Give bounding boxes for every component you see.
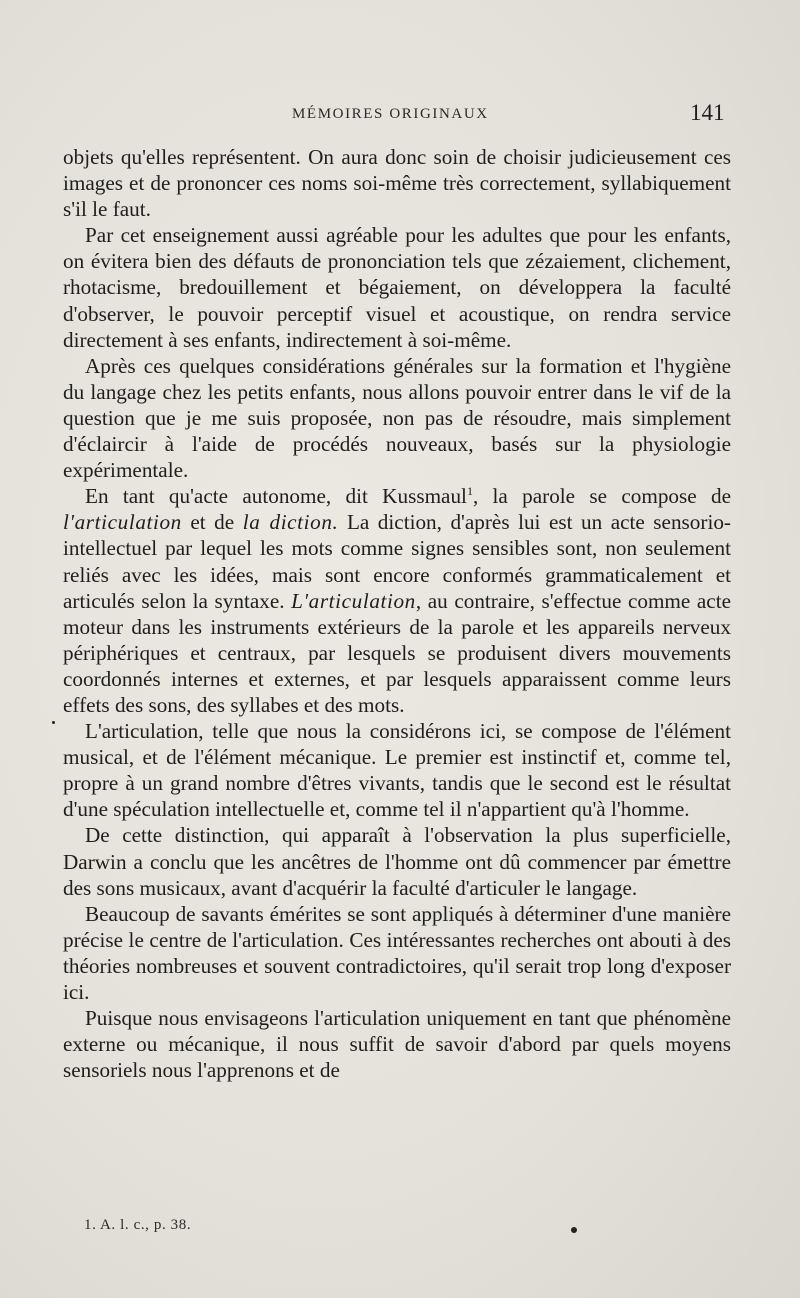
footnote: 1. A. l. c., p. 38.: [84, 1217, 192, 1233]
text-run: et de: [181, 510, 243, 535]
text-run: La diction, d'après lui est un acte sensorio-intellectuel par lequel les mots comme signes sensibles sont, non seulement reliés avec les idées, mais sont encore conformés grammaticalement et articulés selon la syntaxe.: [63, 510, 731, 613]
paragraph: L'articulation, telle que nous la considérons ici, se compose de l'élément musical, et de l'élément mécanique. Le premier est instinctif et, comme tel, propre à un grand nombre d'êtres vivants, tandis que le second est le résultat d'une spéculation intellectuelle et, comme tel il n'appartient qu'à l'homme.: [63, 719, 731, 822]
text-run: En tant qu'acte autonome, dit Kussmaul: [85, 484, 467, 509]
paragraph: De cette distinction, qui apparaît à l'observation la plus superficielle, Darwin a conclu que les ancêtres de l'homme ont dû commencer par émettre des sons musicaux, avant d'acquérir la faculté d'articuler le langage.: [63, 823, 731, 900]
paragraph: Après ces quelques considérations générales sur la formation et l'hygiène du langage chez les petits enfants, nous allons pouvoir entrer dans le vif de la question que je me suis proposée, non pas de résoudre, mais simplement d'éclaircir à l'aide de procédés nouveaux, basés sur la physiologie expérimentale.: [63, 353, 731, 483]
running-title: MÉMOIRES ORIGINAUX: [292, 106, 489, 122]
paragraph: Puisque nous envisageons l'articulation uniquement en tant que phénomène externe ou mécanique, il nous suffit de savoir d'abord par quels moyens sensoriels nous l'apprenons et de: [63, 1006, 731, 1083]
paragraph: Par cet enseignement aussi agréable pour les adultes que pour les enfants, on évitera bien des défauts de prononciation tels que zézaiement, clichement, rhotacisme, bredouillement et bégaiement, on développera la faculté d'observer, le pouvoir perceptif visuel et acoustique, on rendra service directement à ses enfants, indirectement à soi-même.: [63, 223, 731, 352]
italic-term: L'articulation: [291, 588, 416, 613]
paragraph: objets qu'elles représentent. On aura donc soin de choisir judicieusement ces images et de prononcer ces noms soi-même très correctement, syllabiquement s'il le faut.: [63, 145, 731, 222]
text-run: , au contraire, s'effectue comme acte moteur dans les instruments extérieurs de la parole et les appareils nerveux périphériques et centraux, par lesquels se produisent divers mouvements coordonnés internes et externes, et par lesquels apparaissent comme leurs effets des sons, des syllabes et des mots.: [63, 588, 731, 717]
page-number: 141: [690, 100, 725, 125]
page-header: [0, 102, 800, 132]
text-run: , la parole se compose de: [472, 484, 731, 509]
italic-term: l'articulation: [63, 510, 182, 535]
footnote-reference[interactable]: 1: [466, 484, 473, 499]
ink-speck: [571, 1227, 577, 1233]
paragraph: Beaucoup de savants émérites se sont appliqués à déterminer d'une manière précise le centre de l'articulation. Ces intéressantes recherches ont abouti à des théories nombreuses et souvent contradictoires, qu'il serait trop long d'exposer ici.: [63, 901, 731, 1004]
ink-speck: [52, 721, 55, 724]
italic-term: la diction.: [242, 510, 339, 535]
main-text: [63, 144, 731, 1083]
paragraph: [63, 483, 731, 718]
